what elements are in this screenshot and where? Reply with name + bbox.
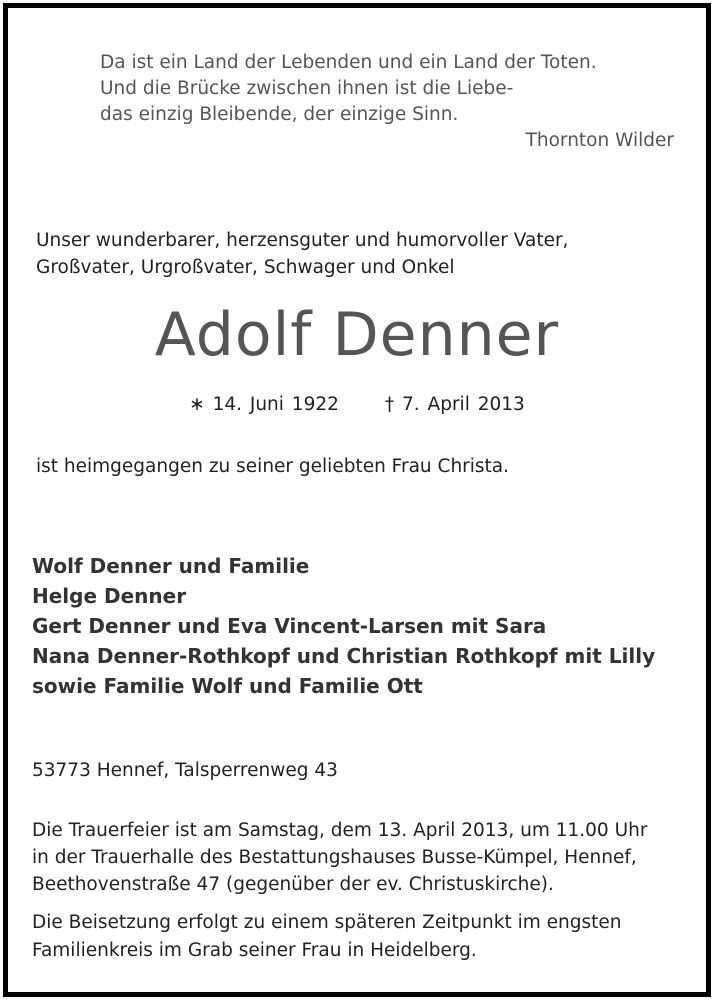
- ceremony-line: Beethovenstraße 47 (gegenüber der ev. Christuskirche).: [32, 874, 554, 895]
- family-member: sowie Familie Wolf und Familie Ott: [32, 674, 423, 698]
- family-member: Wolf Denner und Familie: [32, 554, 310, 578]
- life-dates: [8, 394, 706, 415]
- intro-line: Großvater, Urgroßvater, Schwager und Onkel: [36, 257, 455, 278]
- passing-text: ist heimgegangen zu seiner geliebten Frau Christa.: [36, 456, 510, 477]
- ceremony-line: in der Trauerhalle des Bestattungshauses Busse-Kümpel, Hennef,: [32, 847, 637, 868]
- ceremony-line: Die Trauerfeier ist am Samstag, dem 13. April 2013, um 11.00 Uhr: [32, 820, 648, 841]
- quote-line: das einzig Bleibende, der einzige Sinn.: [100, 104, 459, 125]
- burial-line: Die Beisetzung erfolgt zu einem späteren Zeitpunkt im engsten: [32, 912, 622, 933]
- burial-line: Familienkreis im Grab seiner Frau in Heidelberg.: [32, 940, 477, 961]
- quote-author: Thornton Wilder: [525, 130, 674, 151]
- quote-line: Da ist ein Land der Lebenden und ein Land der Toten.: [100, 52, 597, 73]
- birth-date: ∗ 14. Juni 1922: [189, 394, 339, 415]
- obituary-notice: [3, 3, 711, 997]
- family-member: Nana Denner-Rothkopf und Christian Rothkopf mit Lilly: [32, 644, 656, 668]
- death-date: † 7. April 2013: [384, 394, 525, 415]
- deceased-name: Adolf Denner: [154, 300, 560, 370]
- quote-line: Und die Brücke zwischen ihnen ist die Liebe-: [100, 78, 514, 99]
- family-member: Gert Denner und Eva Vincent-Larsen mit Sara: [32, 614, 547, 638]
- address: 53773 Hennef, Talsperrenweg 43: [32, 760, 338, 781]
- family-member: Helge Denner: [32, 584, 187, 608]
- intro-line: Unser wunderbarer, herzensguter und humorvoller Vater,: [36, 230, 569, 251]
